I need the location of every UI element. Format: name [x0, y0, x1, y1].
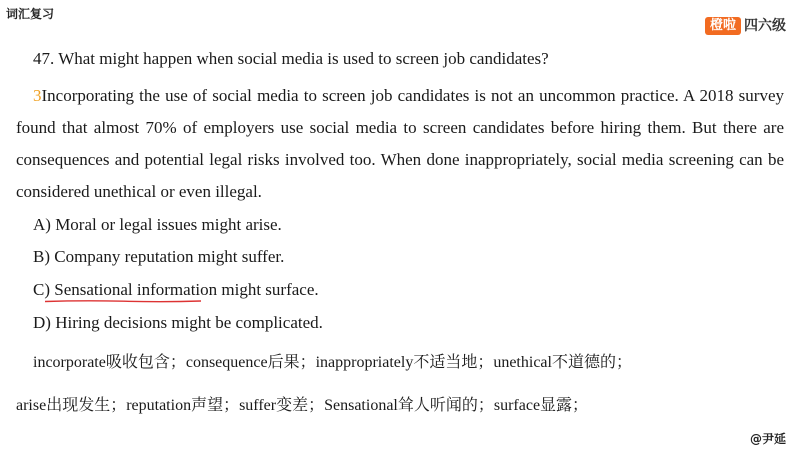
option-c: C) Sensational information might surface.	[33, 280, 319, 299]
vocabulary-line-1: incorporate吸收包含；consequence后果；inappropriately不适当地；unethical不道德的；	[33, 354, 632, 371]
passage-paragraph	[16, 80, 784, 208]
brand-logo-text: 橙啦	[705, 17, 741, 35]
passage-text: Incorporating the use of social media to screen job candidates is not an uncommon practice. A 2018 survey found that almost 70% of employers use social media to screen candidates before hiring them. But there are consequences and potential legal risks involved too. When done inappropriately, social media screening can be considered unethical or even illegal.	[16, 86, 784, 201]
page-header-title: 词汇复习	[6, 7, 55, 21]
option-b: B) Company reputation might suffer.	[33, 247, 285, 266]
brand-level-text: 四六级	[744, 18, 786, 34]
handwritten-underline	[44, 299, 202, 303]
brand-logo	[705, 17, 786, 35]
question-text: 47. What might happen when social media is used to screen job candidates?	[33, 49, 549, 68]
passage-number: 3	[33, 86, 42, 105]
option-a: A) Moral or legal issues might arise.	[33, 215, 282, 234]
option-d: D) Hiring decisions might be complicated.	[33, 313, 323, 332]
author-watermark: @尹延	[749, 432, 786, 446]
vocabulary-line-2: arise出现发生；reputation声望；suffer变差；Sensational耸人听闻的；surface显露；	[16, 397, 589, 414]
